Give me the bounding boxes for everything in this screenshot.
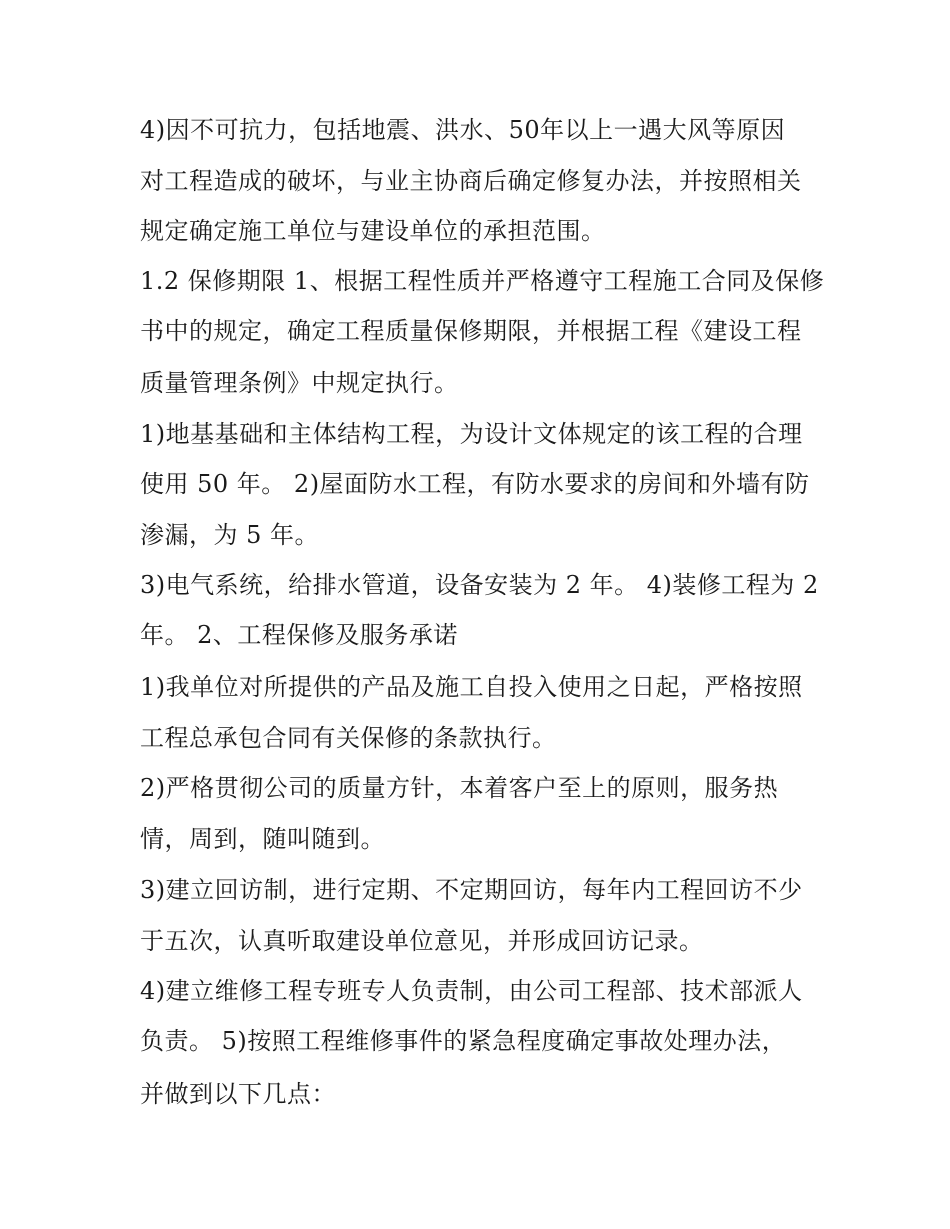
text-line: 工程总承包合同有关保修的条款执行。	[140, 724, 557, 752]
text-line: 对工程造成的破坏，与业主协商后确定修复办法，并按照相关	[140, 167, 802, 195]
text-line: 1)地基基础和主体结构工程，为设计文体规定的该工程的合理	[140, 420, 803, 448]
text-line: 1.2 保修期限 1、根据工程性质并严格遵守工程施工合同及保修	[140, 267, 825, 295]
text-line: 使用 50 年。 2)屋面防水工程，有防水要求的房间和外墙有防	[140, 470, 810, 498]
text-line: 3)电气系统，给排水管道，设备安装为 2 年。 4)装修工程为 2	[140, 571, 819, 599]
text-line: 规定确定施工单位与建设单位的承担范围。	[140, 217, 606, 245]
text-line: 书中的规定，确定工程质量保修期限，并根据工程《建设工程	[140, 317, 802, 345]
text-line: 情，周到，随叫随到。	[140, 825, 385, 853]
text-line: 2)严格贯彻公司的质量方针，本着客户至上的原则，服务热	[140, 774, 779, 802]
text-line: 1)我单位对所提供的产品及施工自投入使用之日起，严格按照	[140, 673, 803, 701]
text-line: 4)建立维修工程专班专人负责制，由公司工程部、技术部派人	[140, 977, 803, 1005]
text-line: 渗漏，为 5 年。	[140, 521, 320, 549]
text-line: 3)建立回访制，进行定期、不定期回访，每年内工程回访不少	[140, 876, 803, 904]
text-line: 质量管理条例》中规定执行。	[140, 369, 459, 397]
text-line: 于五次，认真听取建设单位意见，并形成回访记录。	[140, 927, 704, 955]
text-line: 4)因不可抗力，包括地震、洪水、50年以上一遇大风等原因	[140, 116, 786, 144]
text-line: 并做到以下几点：	[140, 1080, 336, 1108]
text-line: 负责。 5)按照工程维修事件的紧急程度确定事故处理办法，	[140, 1027, 787, 1055]
text-line: 年。 2、工程保修及服务承诺	[140, 621, 458, 649]
